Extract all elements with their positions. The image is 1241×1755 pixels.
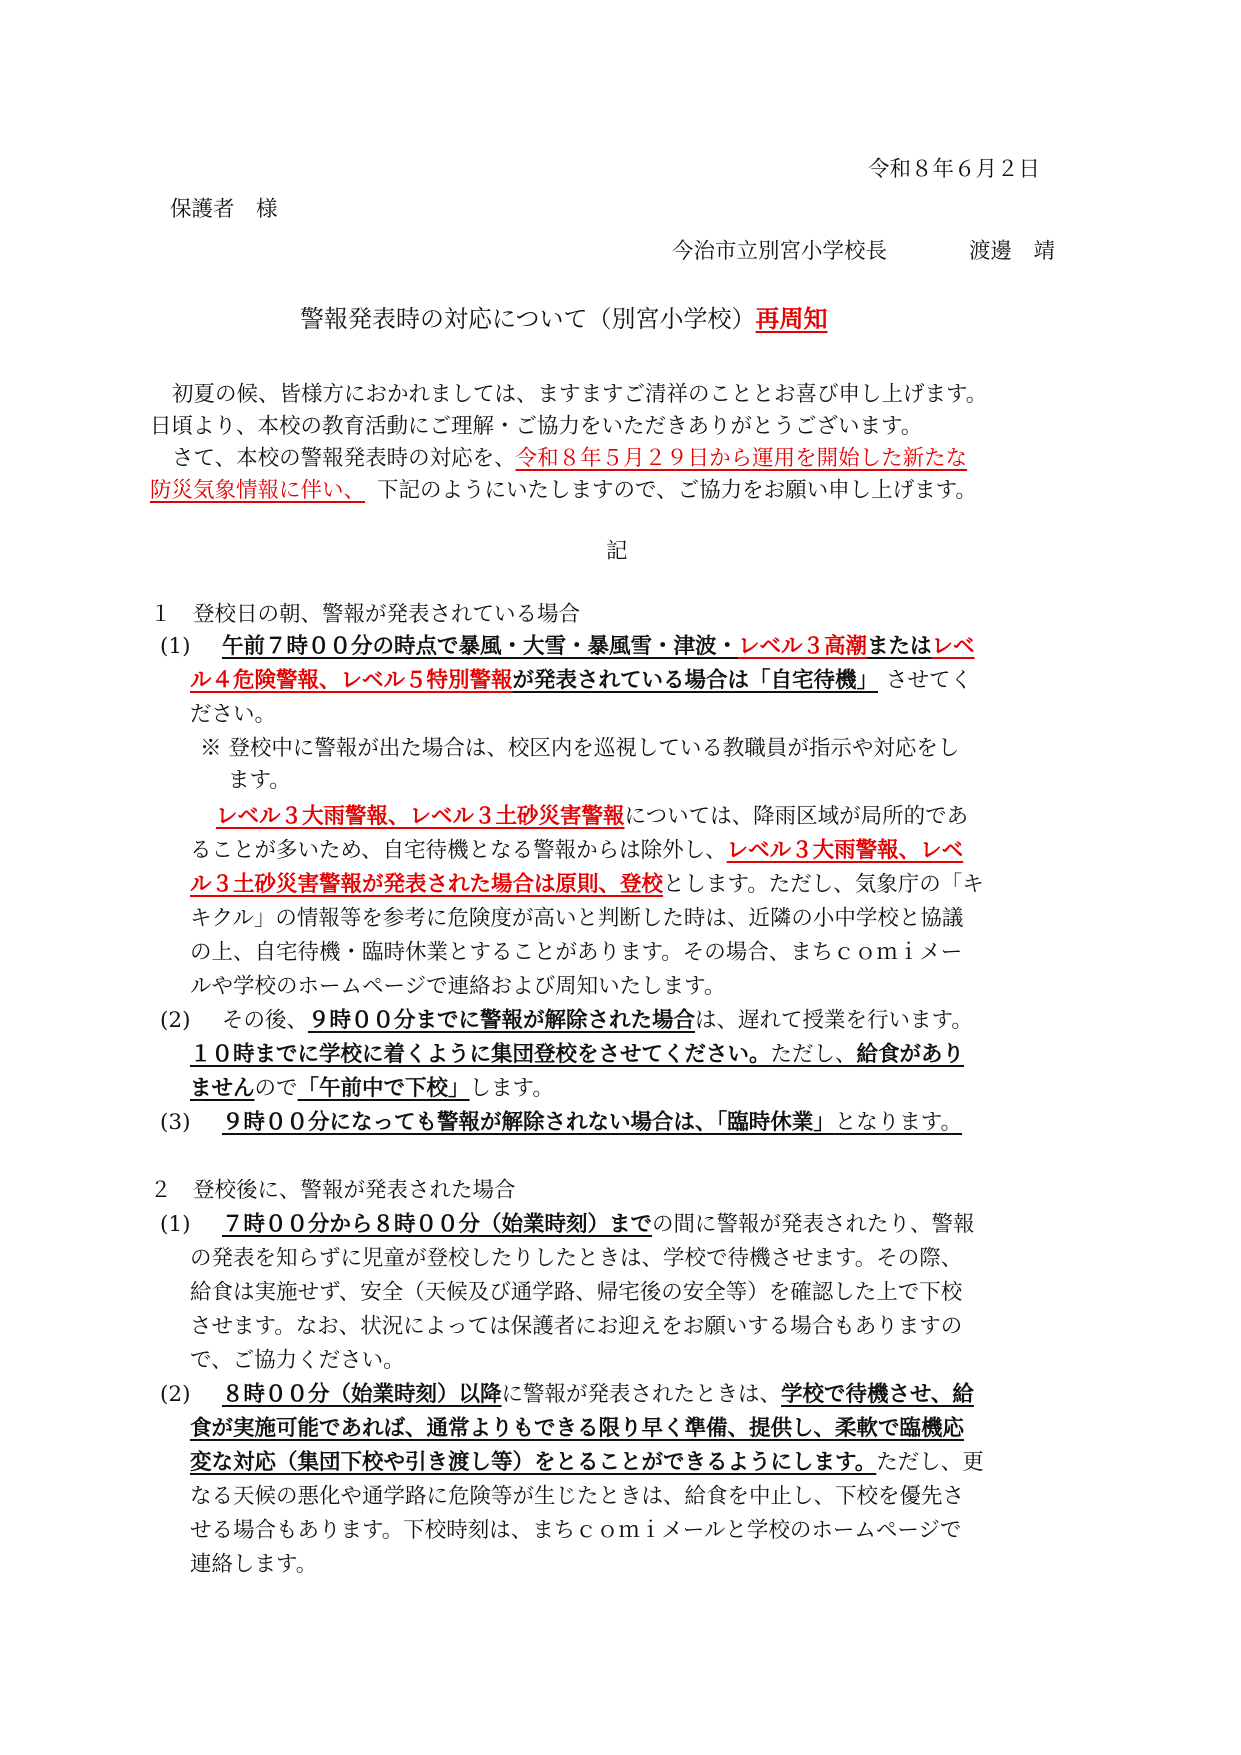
s1-note-line1: ※ 登校中に警報が出た場合は、校区内を巡視している教職員が指示や対応をし: [200, 736, 960, 761]
s2-item2-line3: 変な対応（集団下校や引き渡し等）をとることができるようにします。ただし、更: [190, 1450, 984, 1475]
s1-item1-line3: ださい。: [190, 702, 277, 727]
s1-item3-line1: ９時００分になっても警報が解除されない場合は、「臨時休業」となります。: [222, 1110, 963, 1135]
s1-item2-number: (2): [160, 1008, 191, 1033]
s1-para-line2: ることが多いため、自宅待機となる警報からは除外し、レベル３大雨警報、レベ: [190, 838, 964, 863]
s2-item2-number: (2): [160, 1382, 191, 1407]
s2-item2-line1: ８時００分（始業時刻）以降に警報が発表されたときは、学校で待機させ、給: [222, 1382, 974, 1407]
s1-note-line2: ます。: [228, 768, 291, 793]
s2-item1-line2: の発表を知らずに児童が登校したりしたときは、学校で待機させます。その際、: [190, 1246, 963, 1271]
intro-line-1: 初夏の候、皆様方におかれましては、ますますご清祥のこととお喜び申し上げます。: [172, 382, 988, 407]
s2-item1-number: (1): [160, 1212, 191, 1237]
s1-item1-line2: ル４危険警報、レベル５特別警報が発表されている場合は「自宅待機」 させてく: [190, 668, 973, 693]
intro-line-2: 日頃より、本校の教育活動にご理解・ご協力をいただきありがとうございます。: [150, 414, 923, 439]
s1-item2-line2: １０時までに学校に着くように集団登校をさせてください。ただし、給食があり: [190, 1042, 965, 1067]
s1-item2-line1: その後、９時００分までに警報が解除された場合は、遅れて授業を行います。: [222, 1008, 973, 1033]
s2-item2-line5: せる場合もあります。下校時刻は、まちｃｏｍｉメールと学校のホームページで: [190, 1518, 962, 1543]
s1-para-line3: ル３土砂災害警報が発表された場合は原則、登校とします。ただし、気象庁の「キ: [190, 872, 984, 897]
s1-item1-number: (1): [160, 634, 191, 659]
intro-line-3: さて、本校の警報発表時の対応を、令和８年５月２９日から運用を開始した新たな: [172, 446, 968, 471]
s2-item2-line4: なる天候の悪化や通学路に危険等が生じたときは、給食を中止し、下校を優先さ: [190, 1484, 965, 1509]
title-main: 警報発表時の対応について（別宮小学校）: [300, 305, 756, 333]
sender-name: 渡邊 靖: [969, 239, 1056, 264]
s1-para-line6: ルや学校のホームページで連絡および周知いたします。: [190, 974, 726, 999]
s2-item2-line6: 連絡します。: [190, 1552, 318, 1577]
s1-item3-number: (3): [160, 1110, 191, 1135]
intro-line-4: 防災気象情報に伴い、 下記のようにいたしますので、ご協力をお願い申し上げます。: [150, 478, 977, 503]
section1-heading: １ 登校日の朝、警報が発表されている場合: [150, 602, 581, 627]
document-date: 令和８年６月２日: [868, 157, 1041, 182]
section2-heading: ２ 登校後に、警報が発表された場合: [150, 1178, 516, 1203]
s1-para-line5: の上、自宅待機・臨時休業とすることがあります。その場合、まちｃｏｍｉメー: [190, 940, 963, 965]
sender-school: 今治市立別宮小学校長: [672, 239, 888, 264]
s1-item1-line1: 午前７時００分の時点で暴風・大雪・暴風雪・津波・レベル３高潮またはレベ: [222, 634, 975, 659]
title-emphasis: 再周知: [755, 305, 828, 333]
s2-item2-line2: 食が実施可能であれば、通常よりもできる限り早く準備、提供し、柔軟で臨機応: [190, 1416, 965, 1441]
s1-para-line1: レベル３大雨警報、レベル３土砂災害警報については、降雨区域が局所的であ: [216, 804, 969, 829]
intro-highlight-1: 令和８年５月２９日から運用を開始した新たな: [515, 446, 968, 471]
s2-item1-line1: ７時００分から８時００分（始業時刻）までの間に警報が発表されたり、警報: [222, 1212, 975, 1237]
s2-item1-line5: で、ご協力ください。: [190, 1348, 405, 1373]
intro-highlight-2: 防災気象情報に伴い、: [150, 478, 366, 503]
page-title: [300, 305, 828, 333]
s2-item1-line3: 給食は実施せず、安全（天候及び通学路、帰宅後の安全等）を確認した上で下校: [190, 1280, 963, 1305]
s1-para-line4: キクル」の情報等を参考に危険度が高いと判断した時は、近隣の小中学校と協議: [190, 906, 964, 931]
s2-item1-line4: させます。なお、状況によっては保護者にお迎えをお願いする場合もありますの: [190, 1314, 963, 1339]
ki-heading: 記: [606, 539, 628, 564]
recipient: 保護者 様: [170, 197, 278, 222]
s1-item2-line3: ませんので「午前中で下校」します。: [190, 1076, 554, 1101]
